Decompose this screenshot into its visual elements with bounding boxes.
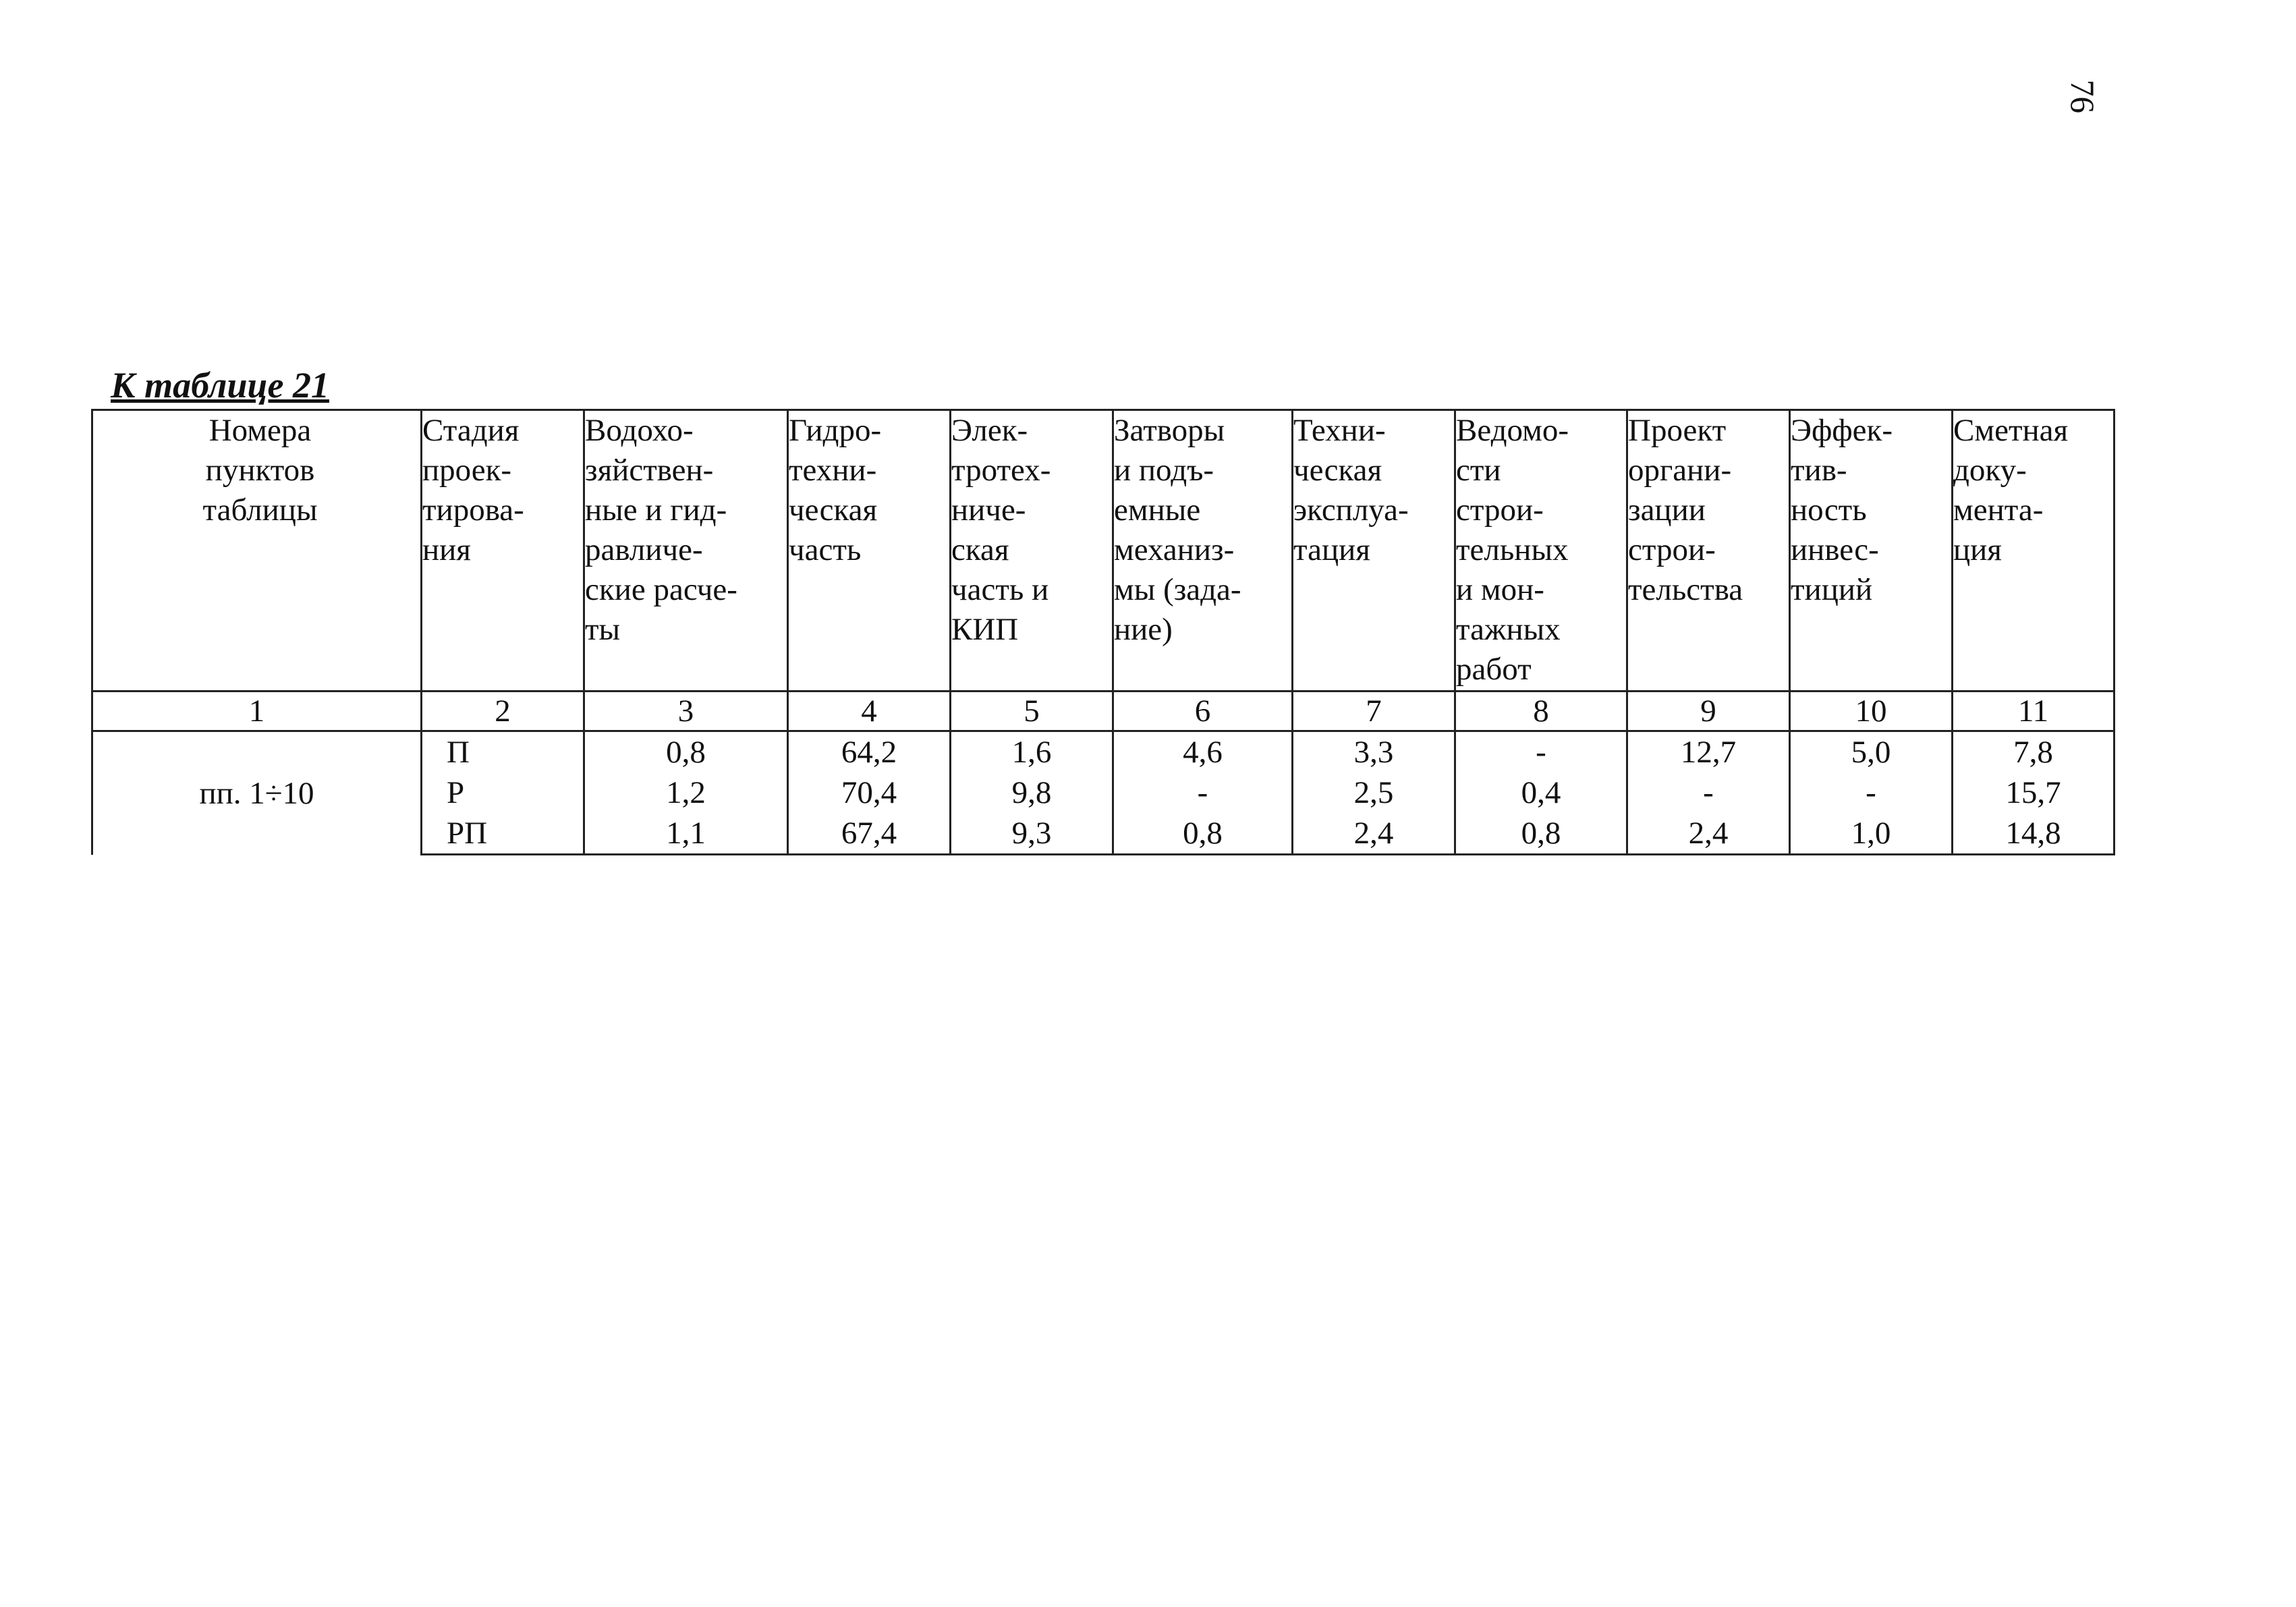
header-line: Эффек- <box>1791 413 1893 448</box>
header-line: строи- <box>1456 492 1544 528</box>
header-line: ниче- <box>951 492 1026 528</box>
header-cell-gates-lifting <box>1113 410 1293 692</box>
table-cell: 0,8 <box>584 731 788 773</box>
table-cell: 9,8 <box>951 772 1113 813</box>
header-line: ческая <box>1293 453 1382 488</box>
table-cell: 0,8 <box>1113 813 1293 855</box>
header-line: ты <box>585 612 621 647</box>
header-cell-hydrotechnical <box>788 410 951 692</box>
table-cell: - <box>1113 772 1293 813</box>
header-cell-water-management <box>584 410 788 692</box>
table-cell: 1,2 <box>584 772 788 813</box>
header-line: тельных <box>1456 532 1569 567</box>
column-number: 3 <box>584 692 788 731</box>
stage-cell: П <box>422 731 584 773</box>
column-number: 8 <box>1455 692 1627 731</box>
header-line: проек- <box>422 453 512 488</box>
header-cell-technical-operation <box>1293 410 1455 692</box>
header-line: органи- <box>1628 453 1732 488</box>
table-cell: 1,0 <box>1790 813 1953 855</box>
header-line: мы (зада- <box>1114 572 1241 607</box>
table-cell: 0,4 <box>1455 772 1627 813</box>
header-line: Техни- <box>1293 413 1386 448</box>
table-cell: 2,4 <box>1627 813 1790 855</box>
table-cell: 0,8 <box>1455 813 1627 855</box>
header-line: таблицы <box>202 492 318 528</box>
header-cell-investment-efficiency <box>1790 410 1953 692</box>
page-number: 76 <box>2064 80 2102 113</box>
header-line: эксплуа- <box>1293 492 1409 528</box>
header-cell-construction-organization <box>1627 410 1790 692</box>
column-number: 5 <box>951 692 1113 731</box>
data-table <box>91 409 2115 855</box>
header-line: тив- <box>1791 453 1847 488</box>
header-line: зяйствен- <box>585 453 714 488</box>
header-line: равличе- <box>585 532 703 567</box>
column-number: 4 <box>788 692 951 731</box>
table-cell: 3,3 <box>1293 731 1455 773</box>
header-line: ние) <box>1114 612 1173 647</box>
table-cell: 5,0 <box>1790 731 1953 773</box>
header-line: Гидро- <box>789 413 882 448</box>
column-number: 1 <box>92 692 422 731</box>
table-cell: 67,4 <box>788 813 951 855</box>
header-line: пунктов <box>205 453 315 488</box>
column-number-row <box>92 692 2115 731</box>
header-cell-construction-statements <box>1455 410 1627 692</box>
table-cell: - <box>1790 772 1953 813</box>
stage-cell: РП <box>422 813 584 855</box>
header-line: ческая <box>789 492 878 528</box>
header-line: Затворы <box>1114 413 1225 448</box>
column-number: 7 <box>1293 692 1455 731</box>
header-line: КИП <box>951 612 1019 647</box>
column-number: 11 <box>1953 692 2115 731</box>
header-line: работ <box>1456 652 1532 687</box>
table-cell: 4,6 <box>1113 731 1293 773</box>
table-cell: 2,5 <box>1293 772 1455 813</box>
header-cell-electrotechnical <box>951 410 1113 692</box>
header-line: Проект <box>1628 413 1727 448</box>
table-cell: 12,7 <box>1627 731 1790 773</box>
table-cell: 1,1 <box>584 813 788 855</box>
column-number: 9 <box>1627 692 1790 731</box>
header-line: Стадия <box>422 413 520 448</box>
header-line: тиций <box>1791 572 1873 607</box>
header-line: часть и <box>951 572 1049 607</box>
header-cell-estimate-documentation <box>1953 410 2115 692</box>
header-line: ность <box>1791 492 1867 528</box>
header-line: емные <box>1114 492 1201 528</box>
header-line: ция <box>1953 532 2002 567</box>
table-cell: - <box>1627 772 1790 813</box>
header-cell-stage <box>422 410 584 692</box>
header-line: тажных <box>1456 612 1561 647</box>
header-line: Ведомо- <box>1456 413 1569 448</box>
header-line: Элек- <box>951 413 1028 448</box>
header-line: механиз- <box>1114 532 1235 567</box>
header-line: ные и гид- <box>585 492 727 528</box>
header-cell-points <box>92 410 422 692</box>
header-line: тация <box>1293 532 1370 567</box>
table-cell: 14,8 <box>1953 813 2115 855</box>
header-line: доку- <box>1953 453 2027 488</box>
header-line: часть <box>789 532 862 567</box>
table-cell: 2,4 <box>1293 813 1455 855</box>
header-line: и мон- <box>1456 572 1544 607</box>
table-cell: 1,6 <box>951 731 1113 773</box>
header-line: строи- <box>1628 532 1716 567</box>
header-line: Водохо- <box>585 413 694 448</box>
header-line: техни- <box>789 453 877 488</box>
table-row <box>92 731 2115 773</box>
table-cell: 70,4 <box>788 772 951 813</box>
header-line: зации <box>1628 492 1706 528</box>
header-line: ские расче- <box>585 572 737 607</box>
table-cell: 7,8 <box>1953 731 2115 773</box>
table-caption: К таблице 21 <box>111 365 329 405</box>
header-line: сти <box>1456 453 1501 488</box>
header-line: тротех- <box>951 453 1051 488</box>
points-group-cell: пп. 1÷10 <box>92 731 422 855</box>
header-line: мента- <box>1953 492 2044 528</box>
column-number: 2 <box>422 692 584 731</box>
table-cell: 9,3 <box>951 813 1113 855</box>
stage-cell: Р <box>422 772 584 813</box>
header-line: ская <box>951 532 1009 567</box>
column-number: 10 <box>1790 692 1953 731</box>
column-number: 6 <box>1113 692 1293 731</box>
table-cell: 15,7 <box>1953 772 2115 813</box>
table-cell: 64,2 <box>788 731 951 773</box>
table-cell: - <box>1455 731 1627 773</box>
header-line: инвес- <box>1791 532 1879 567</box>
header-line: тельства <box>1628 572 1743 607</box>
header-line: Номера <box>208 413 312 448</box>
header-row <box>92 410 2115 692</box>
header-line: и подъ- <box>1114 453 1214 488</box>
header-line: Сметная <box>1953 413 2069 448</box>
header-line: ния <box>422 532 471 567</box>
header-line: тирова- <box>422 492 524 528</box>
